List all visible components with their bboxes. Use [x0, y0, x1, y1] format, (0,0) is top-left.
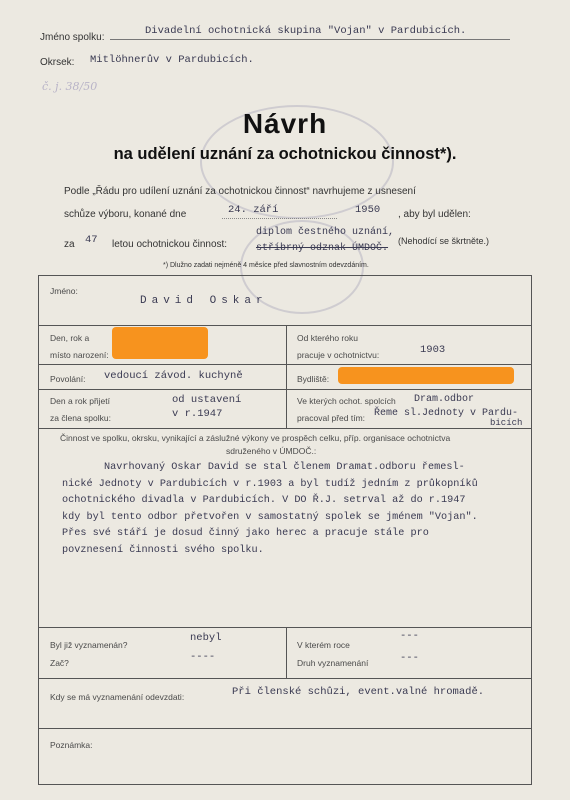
handover-label: Kdy se má vyznamenání odevzdati: [50, 692, 185, 702]
ref-number-pencil: č. j. 38/50 [42, 80, 98, 93]
join-label-1: Den a rok přijetí [50, 396, 110, 406]
redaction-birth [112, 327, 208, 359]
spolek-label: Jméno spolku: [40, 32, 105, 43]
okrsek-value: Mitlöhnerův v Pardubicích. [90, 54, 254, 66]
prior-clubs-value-3: bicích [490, 418, 523, 428]
activity-label-1: Činnost ve spolku, okrsku, vynikající a záslužné výkony ve prospěch celku, příp. organisace ochotnictva [60, 433, 451, 443]
award-kind-value: --- [400, 652, 419, 664]
meeting-date-day: 24. září [228, 204, 279, 216]
intro-line-1: Podle „Řádu pro udílení uznání za ochotnickou činnost“ navrhujeme z usnesení [64, 186, 416, 197]
join-value-1: od ustavení [172, 394, 242, 406]
footnote: *) Dlužno zadati nejméně 4 měsíce před slavnostním odevzdáním. [163, 262, 369, 269]
awarded-label: Byl již vyznamenán? [50, 640, 128, 650]
rule [38, 627, 531, 628]
prior-clubs-value-1: Dram.odbor [414, 394, 475, 405]
name-value: David Oskar [140, 295, 268, 307]
rule [38, 678, 531, 679]
note-label: Poznámka: [50, 740, 93, 750]
spolek-value: Divadelní ochotnická skupina "Vojan" v Pardubicích. [145, 25, 467, 37]
activity-line: Navrhovaný Oskar David se stal členem Dramat.odboru řemesl- [104, 462, 465, 473]
column-divider [286, 627, 287, 678]
intro-line-3-a: za [64, 239, 75, 250]
name-label: Jméno: [50, 286, 78, 296]
join-label-2: za člena spolku: [50, 413, 111, 423]
handover-value: Při členské schůzi, event.valné hromadě. [232, 686, 485, 698]
intro-line-2-b: , aby byl udělen: [398, 209, 471, 220]
activity-line: ochotnického divadla v Pardubicích. V DO Ř.J. setrval až do r.1947 [62, 495, 466, 506]
rule [38, 389, 531, 390]
activity-line: kdy byl tento odbor přetvořen v samostatný spolek se jménem "Vojan". [62, 511, 478, 523]
document-title: Návrh [242, 108, 328, 139]
since-year-label-2: pracuje v ochotnictvu: [297, 350, 380, 360]
award-year-value: --- [400, 630, 419, 642]
for-what-value: ---- [190, 651, 216, 663]
date-dotted-line [222, 218, 337, 219]
award-kind-label: Druh vyznamenání [297, 658, 369, 668]
redaction-residence [338, 367, 514, 384]
occupation-value: vedoucí závod. kuchyně [104, 370, 243, 382]
since-year-value: 1903 [420, 344, 446, 356]
rule [38, 364, 531, 365]
rule [38, 428, 531, 429]
activity-label-2: sdruženého v ÚMDOČ.: [226, 446, 317, 456]
award-badge: stříbrný odznak ÚMDOČ. [256, 243, 389, 254]
activity-line: nické Jednoty v Pardubicích v r.1903 a byl tudíž jedním z průkopníků [62, 478, 478, 490]
birth-label-2: místo narození: [50, 350, 109, 360]
column-divider [286, 325, 287, 428]
intro-line-2-a: schůze výboru, konané dne [64, 209, 187, 220]
join-value-2: v r.1947 [172, 408, 223, 420]
okrsek-label: Okrsek: [40, 57, 75, 68]
meeting-date-year: 1950 [355, 204, 381, 216]
for-what-label: Zač? [50, 658, 69, 668]
prior-clubs-label-2: pracoval před tím: [297, 413, 366, 423]
since-year-label-1: Od kterého roku [297, 333, 358, 343]
intro-line-3-b: letou ochotnickou činnost: [112, 239, 228, 250]
activity-line: Přes své stáří je dosud činný jako herec a pracuje stále pro [62, 528, 429, 539]
prior-clubs-label-1: Ve kterých ochot. spolcích [297, 396, 396, 406]
years-value: 47 [85, 234, 98, 246]
award-diploma: diplom čestného uznání, [256, 227, 395, 238]
spolek-underline [110, 39, 510, 40]
awarded-value: nebyl [190, 632, 222, 644]
prior-clubs-value-2: Řeme sl.Jednoty v Pardu- [374, 408, 519, 419]
birth-label-1: Den, rok a [50, 333, 90, 343]
rule [38, 728, 531, 729]
award-year-label: V kterém roce [297, 640, 350, 650]
document-subtitle: na udělení uznání za ochotnickou činnost*). [113, 145, 457, 163]
strike-note: (Nehodící se škrtněte.) [398, 236, 490, 246]
rule [38, 325, 531, 326]
activity-line: povznesení činnosti svého spolku. [62, 544, 264, 556]
occupation-label: Povolání: [50, 374, 86, 384]
residence-label: Bydliště: [297, 374, 330, 384]
